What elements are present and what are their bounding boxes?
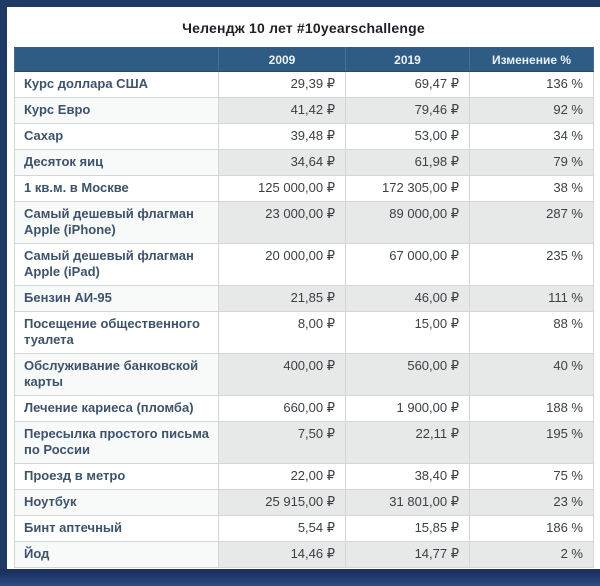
table-row — [15, 244, 594, 286]
row-label-cell: Самый дешевый флагман Apple (iPhone) — [15, 202, 219, 244]
change-percent-cell: 235 % — [470, 244, 594, 286]
value-2009-cell: 8,00 ₽ — [219, 312, 346, 354]
change-percent-cell: 38 % — [470, 176, 594, 202]
column-header-2009: 2009 — [219, 48, 346, 72]
value-2009-cell: 41,42 ₽ — [219, 98, 346, 124]
change-percent-cell: 188 % — [470, 396, 594, 422]
change-percent-cell: 287 % — [470, 202, 594, 244]
row-label-cell: Курс Евро — [15, 98, 219, 124]
change-percent-cell: 88 % — [470, 312, 594, 354]
table-row — [15, 312, 594, 354]
table-row — [15, 490, 594, 516]
row-label-cell: Пересылка простого письма по России — [15, 422, 219, 464]
value-2019-cell: 67 000,00 ₽ — [346, 244, 470, 286]
column-header-item — [15, 48, 219, 72]
row-label-cell: Проезд в метро — [15, 464, 219, 490]
table-row — [15, 422, 594, 464]
row-label-cell: Лечение кариеса (пломба) — [15, 396, 219, 422]
table-row — [15, 286, 594, 312]
value-2019-cell: 15,85 ₽ — [346, 516, 470, 542]
value-2009-cell: 14,46 ₽ — [219, 542, 346, 568]
bottom-frame-bar — [0, 569, 600, 586]
value-2019-cell: 22,11 ₽ — [346, 422, 470, 464]
page — [7, 7, 600, 569]
value-2019-cell: 69,47 ₽ — [346, 72, 470, 98]
prices-table — [14, 47, 594, 568]
value-2019-cell: 1 900,00 ₽ — [346, 396, 470, 422]
table-row — [15, 354, 594, 396]
value-2009-cell: 400,00 ₽ — [219, 354, 346, 396]
table-body — [15, 72, 594, 568]
table-row — [15, 396, 594, 422]
value-2009-cell: 21,85 ₽ — [219, 286, 346, 312]
value-2009-cell: 125 000,00 ₽ — [219, 176, 346, 202]
change-percent-cell: 79 % — [470, 150, 594, 176]
table-row — [15, 150, 594, 176]
row-label-cell: Бинт аптечный — [15, 516, 219, 542]
table-row — [15, 98, 594, 124]
page-title: Челендж 10 лет #10yearschallenge — [182, 20, 425, 36]
value-2009-cell: 25 915,00 ₽ — [219, 490, 346, 516]
value-2009-cell: 23 000,00 ₽ — [219, 202, 346, 244]
table-row — [15, 516, 594, 542]
value-2019-cell: 79,46 ₽ — [346, 98, 470, 124]
change-percent-cell: 136 % — [470, 72, 594, 98]
table-row — [15, 202, 594, 244]
table-row — [15, 124, 594, 150]
row-label-cell: Обслуживание банковской карты — [15, 354, 219, 396]
row-label-cell: Сахар — [15, 124, 219, 150]
column-header-2019: 2019 — [346, 48, 470, 72]
change-percent-cell: 75 % — [470, 464, 594, 490]
change-percent-cell: 111 % — [470, 286, 594, 312]
row-label-cell: Ноутбук — [15, 490, 219, 516]
row-label-cell: Бензин АИ-95 — [15, 286, 219, 312]
value-2019-cell: 53,00 ₽ — [346, 124, 470, 150]
value-2019-cell: 89 000,00 ₽ — [346, 202, 470, 244]
table-row — [15, 176, 594, 202]
table-row — [15, 542, 594, 568]
value-2019-cell: 14,77 ₽ — [346, 542, 470, 568]
change-percent-cell: 186 % — [470, 516, 594, 542]
value-2019-cell: 15,00 ₽ — [346, 312, 470, 354]
value-2009-cell: 22,00 ₽ — [219, 464, 346, 490]
row-label-cell: Самый дешевый флагман Apple (iPad) — [15, 244, 219, 286]
change-percent-cell: 23 % — [470, 490, 594, 516]
value-2009-cell: 34,64 ₽ — [219, 150, 346, 176]
change-percent-cell: 34 % — [470, 124, 594, 150]
change-percent-cell: 2 % — [470, 542, 594, 568]
value-2019-cell: 61,98 ₽ — [346, 150, 470, 176]
row-label-cell: Курс доллара США — [15, 72, 219, 98]
table-header-row — [15, 48, 594, 72]
row-label-cell: Йод — [15, 542, 219, 568]
value-2019-cell: 46,00 ₽ — [346, 286, 470, 312]
value-2009-cell: 39,48 ₽ — [219, 124, 346, 150]
column-header-change: Изменение % — [470, 48, 594, 72]
row-label-cell: Десяток яиц — [15, 150, 219, 176]
value-2009-cell: 29,39 ₽ — [219, 72, 346, 98]
row-label-cell: Посещение общественного туалета — [15, 312, 219, 354]
value-2019-cell: 31 801,00 ₽ — [346, 490, 470, 516]
change-percent-cell: 195 % — [470, 422, 594, 464]
value-2019-cell: 172 305,00 ₽ — [346, 176, 470, 202]
value-2019-cell: 560,00 ₽ — [346, 354, 470, 396]
table-row — [15, 72, 594, 98]
value-2009-cell: 20 000,00 ₽ — [219, 244, 346, 286]
change-percent-cell: 92 % — [470, 98, 594, 124]
value-2019-cell: 38,40 ₽ — [346, 464, 470, 490]
row-label-cell: 1 кв.м. в Москве — [15, 176, 219, 202]
value-2009-cell: 7,50 ₽ — [219, 422, 346, 464]
value-2009-cell: 5,54 ₽ — [219, 516, 346, 542]
table-row — [15, 464, 594, 490]
change-percent-cell: 40 % — [470, 354, 594, 396]
value-2009-cell: 660,00 ₽ — [219, 396, 346, 422]
